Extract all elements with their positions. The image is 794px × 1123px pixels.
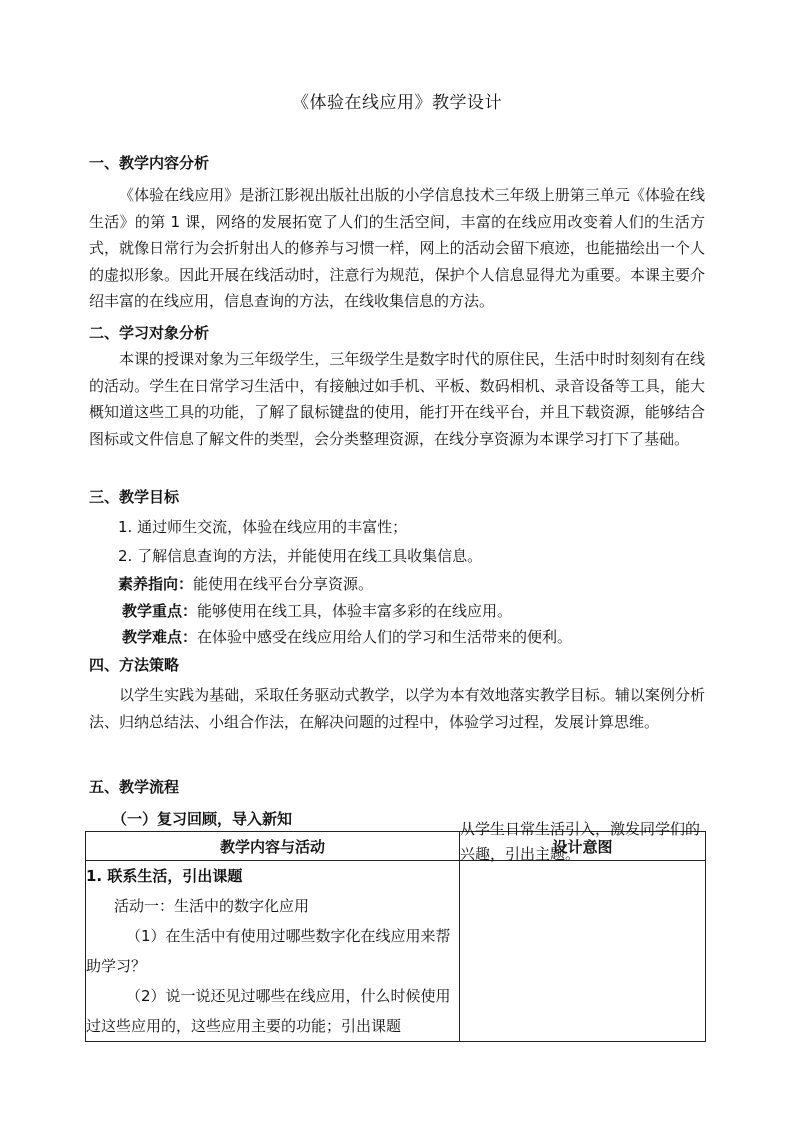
table-header-intent: 设计意图 <box>460 832 706 861</box>
section-heading-teaching-process: 五、教学流程 <box>89 778 180 796</box>
table-row <box>86 861 706 1042</box>
key-point-label: 教学重点： <box>122 602 198 620</box>
activities-cell <box>86 861 460 1042</box>
section-heading-learner-analysis: 二、学习对象分析 <box>89 324 210 342</box>
teaching-process-table <box>85 820 706 1042</box>
document-title: 《体验在线应用》教学设计 <box>292 93 502 113</box>
subsection-heading-review: （一）复习回顾，导入新知 <box>112 810 293 828</box>
literacy-label: 素养指向： <box>118 575 194 593</box>
section-heading-content-analysis: 一、教学内容分析 <box>89 154 210 172</box>
row-title: 1. 联系生活，引出课题 <box>86 867 243 885</box>
difficulty-label: 教学难点： <box>122 628 198 646</box>
learner-analysis-paragraph: 本课的授课对象为三年级学生，三年级学生是数字时代的原住民，生活中时时刻刻有在线的活动。学生在日常学习生活中，有接触过如手机、平板、数码相机、录音设备等工具，能大概知道这些工具的功能，了解了鼠标键盘的使用，能打开在线平台，并且下载资源，能够结合图标或文件信息了解文件的类型，会分类整理资源，在线分享资源为本课学习打下了基础。 <box>89 350 705 448</box>
literacy-line <box>118 573 373 594</box>
methods-paragraph: 以学生实践为基础，采取任务驱动式教学，以学为本有效地落实教学目标。辅以案例分析法、归纳总结法、小组合作法，在解决问题的过程中，体验学习过程，发展计算思维。 <box>89 686 705 731</box>
table-header-activities: 教学内容与活动 <box>86 832 460 861</box>
difficulty-line <box>122 626 572 647</box>
intent-text: 从学生日常生活引入，激发同学们的兴趣，引出主题。 <box>460 820 701 863</box>
content-analysis-paragraph: 《体验在线应用》是浙江影视出版社出版的小学信息技术三年级上册第三单元《体验在线生活》的第 1 课，网络的发展拓宽了人们的生活空间，丰富的在线应用改变着人们的生活方式，就像日常行为会折射出人的修养与习惯一样，网上的活动会留下痕迹，也能描绘出一个人的虚拟形象。因此开展在线活动时，注意行为规范，保护个人信息显得尤为重要。本课主要介绍丰富的在线应用，信息查询的方法，在线收集信息的方法。 <box>89 186 705 310</box>
section-heading-methods: 四、方法策略 <box>89 656 180 674</box>
question-2: （2）说一说还见过哪些在线应用，什么时候使用过这些应用的，这些应用主要的功能；引出课题 <box>86 987 451 1035</box>
activity-title: 活动一：生活中的数字化应用 <box>114 897 310 915</box>
objective-item-2: 2. 了解信息查询的方法，并能使用在线工具收集信息。 <box>118 547 483 565</box>
section-heading-objectives: 三、教学目标 <box>89 488 180 506</box>
objective-item-1: 1. 通过师生交流，体验在线应用的丰富性； <box>118 518 408 536</box>
key-point-line <box>122 600 512 621</box>
difficulty-text: 在体验中感受在线应用给人们的学习和生活带来的便利。 <box>197 628 573 646</box>
key-point-text: 能够使用在线工具，体验丰富多彩的在线应用。 <box>197 602 513 620</box>
question-1: （1）在生活中有使用过哪些数字化在线应用来帮助学习？ <box>86 927 451 975</box>
literacy-text: 能使用在线平台分享资源。 <box>193 575 374 593</box>
